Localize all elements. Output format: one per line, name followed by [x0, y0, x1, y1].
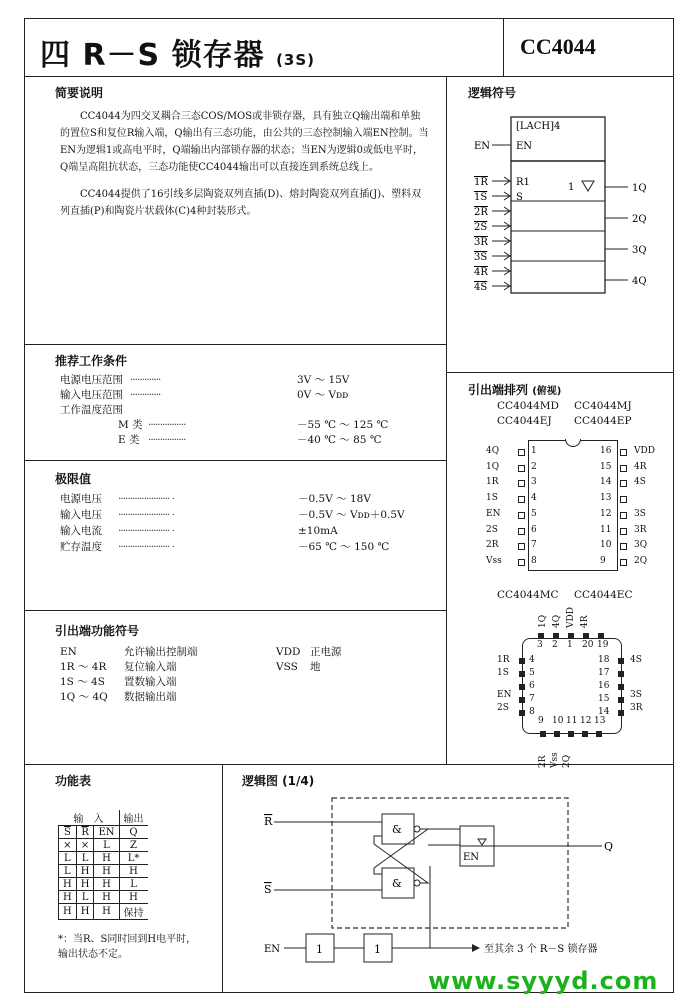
- dip-pin-name: 1R: [486, 477, 499, 488]
- condition-value: 3V ～ 15V: [297, 374, 350, 386]
- limits-heading: 极限值: [55, 472, 92, 486]
- pin-symbol: 1Q ～ 4Q: [60, 691, 108, 703]
- dot-leader: ······················ ·: [118, 509, 175, 521]
- logic-output-label: 1Q: [632, 183, 647, 194]
- logic-diagram: [250, 790, 660, 965]
- dip-pin: [620, 559, 627, 566]
- logic-input-label: 2S: [474, 222, 488, 233]
- dip-pin: [518, 559, 525, 566]
- dip-pin: [518, 528, 525, 535]
- dip-pin-name: 2R: [486, 540, 499, 551]
- condition-label: E 类: [118, 434, 140, 446]
- lcc-pin: [583, 633, 589, 639]
- dip-pin: [518, 496, 525, 503]
- r1-label: R1: [516, 177, 530, 188]
- lcc-pin: [618, 697, 624, 703]
- dot-leader: ······················ ·: [118, 525, 175, 537]
- lcc-pin-number: 17: [598, 668, 610, 678]
- lcc-pin: [519, 658, 525, 664]
- column-header: $\overline{S}$: [59, 826, 77, 839]
- lcc-pin-number: 5: [529, 668, 535, 678]
- table-header-row: [59, 826, 148, 839]
- lcc-pin-name: Vss: [550, 752, 560, 768]
- pin-description: 允许输出控制端: [124, 646, 198, 658]
- page-title: 四 R－S 锁存器 (3S): [40, 38, 316, 73]
- dip-pin-number: 8: [531, 555, 537, 566]
- table-cell: H: [94, 904, 119, 920]
- dip-pin-name: 1S: [486, 493, 498, 504]
- dip-pin-number: 6: [531, 524, 537, 535]
- table-cell: L: [76, 891, 94, 904]
- dip-pin: [620, 543, 627, 550]
- logic-input-label: 4R: [474, 267, 488, 278]
- dip-pin-name: 1Q: [486, 461, 500, 472]
- dot-leader: ······················ ·: [118, 493, 175, 505]
- pinout-heading: 引出端排列 (俯视): [468, 383, 562, 397]
- dip-pin: [620, 449, 627, 456]
- package-name: CC4044EP: [574, 415, 632, 427]
- column-header: Q: [119, 826, 148, 839]
- lcc-pin-number: 6: [529, 681, 535, 691]
- lcc-pin: [618, 684, 624, 690]
- lcc-pin: [618, 671, 624, 677]
- lcc-pin-number: 2: [552, 640, 558, 650]
- section-rule: [446, 372, 674, 373]
- table-cell: L: [59, 865, 77, 878]
- table-row: [59, 839, 148, 852]
- logic-input-label: 1R: [474, 177, 488, 188]
- lcc-pin: [596, 731, 602, 737]
- pin-description: 置数输入端: [124, 676, 177, 688]
- dip-pin-name: Vss: [486, 555, 502, 566]
- dip-pin: [518, 465, 525, 472]
- header-divider: [503, 18, 504, 76]
- table-cell: ×: [76, 839, 94, 852]
- package-name: CC4044MJ: [574, 400, 632, 412]
- lcc-pin: [519, 684, 525, 690]
- dip-pin-name: 3S: [634, 508, 646, 519]
- s-label: S: [516, 192, 523, 203]
- condition-value: 0V ～ Vᴅᴅ: [297, 389, 349, 401]
- limit-label: 输入电压: [60, 509, 102, 521]
- dip-pin-name: 2S: [486, 524, 498, 535]
- lcc-pin-number: 7: [529, 694, 535, 704]
- lcc-pin: [540, 731, 546, 737]
- pin-description: 复位输入端: [124, 661, 177, 673]
- lcc-pin-number: 1: [567, 640, 573, 650]
- package-name: CC4044EJ: [497, 415, 552, 427]
- logic-output-label: 2Q: [632, 214, 647, 225]
- column-header: $\overline{R}$: [76, 826, 94, 839]
- pin-symbol: EN: [60, 646, 77, 658]
- condition-value: －40 ℃ ～ 85 ℃: [297, 434, 382, 446]
- lcc-pin-number: 12: [580, 716, 592, 726]
- section-rule: [24, 610, 446, 611]
- lcc-pin-name: 3R: [630, 703, 643, 713]
- table-group-output: 输出: [119, 810, 148, 826]
- package-name: CC4044MD: [497, 400, 559, 412]
- dip-pin-name: 2Q: [634, 555, 648, 566]
- dip-pin-number: 16: [600, 446, 612, 456]
- dip-pin-number: 12: [600, 508, 612, 519]
- diagram-note: 至其余 3 个 R－S 锁存器: [484, 944, 598, 955]
- logic-input-label: 2R: [474, 207, 488, 218]
- lcc-pin-number: 13: [594, 716, 606, 726]
- dip-pin: [518, 449, 525, 456]
- lcc-pin: [598, 633, 604, 639]
- section-rule: [24, 460, 446, 461]
- lcc-pin-name: VDD: [566, 607, 576, 628]
- dip-pin-number: 11: [600, 524, 612, 535]
- pin-functions-heading: 引出端功能符号: [55, 624, 140, 638]
- title-suffix: (3S): [276, 51, 316, 69]
- dip-pin-name: 4S: [634, 477, 646, 488]
- condition-value: －55 ℃ ～ 125 ℃: [297, 419, 389, 431]
- lcc-pin: [582, 731, 588, 737]
- svg-text:1: 1: [374, 943, 381, 956]
- power-symbol: VDD: [276, 646, 301, 658]
- dip-pin-number: 4: [531, 493, 537, 504]
- pin-symbol: 1S ～ 4S: [60, 676, 105, 688]
- table-cell: H: [94, 891, 119, 904]
- limit-value: －0.5V ～ Vᴅᴅ＋0.5V: [298, 509, 405, 521]
- dip-pin: [620, 528, 627, 535]
- lcc-pin: [519, 697, 525, 703]
- dip-pin: [518, 512, 525, 519]
- svg-text:&: &: [392, 823, 402, 836]
- s-input-label: S: [264, 883, 272, 896]
- lcc-pin-name: EN: [497, 690, 512, 700]
- table-cell: H: [59, 878, 77, 891]
- dot-leader: ······················ ·: [118, 541, 175, 553]
- dip-pin: [620, 465, 627, 472]
- table-cell: H: [59, 891, 77, 904]
- lcc-pin-number: 8: [529, 707, 535, 717]
- lcc-pin: [554, 731, 560, 737]
- dot-leader: ················: [148, 419, 186, 431]
- condition-label: 电源电压范围: [60, 374, 123, 386]
- bottom-divider: [222, 764, 223, 993]
- dot-leader: ·············: [130, 374, 161, 386]
- q-output-label: Q: [604, 840, 614, 853]
- dip-package-body: [528, 440, 618, 571]
- description-para1: CC4044为四交叉耦合三态COS/MOS或非锁存器，具有独立Q输出端和单独的置位S和复位R输入端，Q输出有三态功能，由公共的三态控制输入端EN控制。当EN为逻辑1或高电平时，Q端输出内部锁存器的状态；当EN为逻辑0或低电平时，Q端呈高阻抗状态，三态功能使CC4044输出可以直接连到系统总线上。: [60, 111, 429, 173]
- table-row: [59, 878, 148, 891]
- dip-pin: [620, 512, 627, 519]
- r-input-label: R: [264, 815, 273, 828]
- logic-output-label: 4Q: [632, 276, 647, 287]
- dot-leader: ················: [148, 434, 186, 446]
- lcc-pin-name: 1S: [497, 668, 509, 678]
- lcc-pin-number: 4: [529, 655, 535, 665]
- function-table: [58, 810, 148, 920]
- lcc-pin-name: 2Q: [562, 754, 572, 768]
- lcc-pin: [568, 633, 574, 639]
- column-header: EN: [94, 826, 119, 839]
- logic-input-label: 4S: [474, 282, 488, 293]
- dip-pin-number: 2: [531, 461, 537, 472]
- lcc-pin-number: 10: [552, 716, 564, 726]
- condition-label: 工作温度范围: [60, 404, 123, 416]
- dip-pin-number: 5: [531, 508, 537, 519]
- table-cell: H: [94, 865, 119, 878]
- lcc-pin-number: 20: [582, 640, 594, 650]
- logic-output-label: 3Q: [632, 245, 647, 256]
- table-cell: H: [119, 891, 148, 904]
- recommended-heading: 推荐工作条件: [55, 354, 128, 368]
- dip-pin: [620, 480, 627, 487]
- lcc-pin-name: 4Q: [552, 614, 562, 628]
- lcc-pin-name: 1R: [497, 655, 510, 665]
- dip-pin: [620, 496, 627, 503]
- logic-symbol-diagram: [460, 105, 660, 300]
- lcc-pin-name: 3S: [630, 690, 642, 700]
- part-number: CC4044: [520, 34, 596, 59]
- watermark: www.syyyd.com: [428, 967, 659, 995]
- lcc-pin-number: 9: [538, 716, 544, 726]
- en-inner-label: EN: [516, 141, 533, 152]
- condition-label: M 类: [118, 419, 143, 431]
- limit-label: 贮存温度: [60, 541, 102, 553]
- lcc-pin-number: 19: [597, 640, 609, 650]
- column-divider: [446, 76, 447, 764]
- header-rule: [24, 76, 674, 77]
- limit-value: －0.5V ～ 18V: [298, 493, 371, 505]
- table-cell: L: [119, 878, 148, 891]
- dip-pin-name: 3R: [634, 524, 647, 535]
- three-state-icon: [582, 181, 594, 191]
- table-row: [59, 891, 148, 904]
- svg-text:EN: EN: [463, 852, 480, 863]
- dip-notch: [565, 439, 581, 447]
- section-rule: [24, 764, 674, 765]
- dip-pin-name: VDD: [634, 446, 655, 456]
- lcc-pin: [553, 633, 559, 639]
- dip-pin-name: EN: [486, 508, 501, 519]
- table-cell: L: [94, 839, 119, 852]
- lcc-pin-number: 3: [537, 640, 543, 650]
- limit-label: 输入电流: [60, 525, 102, 537]
- out-label: 1: [568, 182, 575, 193]
- table-cell: 保持: [119, 904, 148, 920]
- description-para2: CC4044提供了16引线多层陶瓷双列直插(D)、熔封陶瓷双列直插(J)、塑料双列直插(P)和陶瓷片状载体(C)4种封装形式。: [60, 189, 422, 217]
- table-cell: Z: [119, 839, 148, 852]
- pin-symbol: 1R ～ 4R: [60, 661, 107, 673]
- table-cell: H: [76, 904, 94, 920]
- table-row: [59, 904, 148, 920]
- dip-pin-name: 4R: [634, 461, 647, 472]
- package-name: CC4044MC: [497, 589, 559, 601]
- power-description: 正电源: [310, 646, 342, 658]
- function-table-heading: 功能表: [55, 774, 92, 788]
- table-cell: ×: [59, 839, 77, 852]
- table-cell: H: [94, 852, 119, 865]
- en-outer-label: EN: [474, 141, 491, 152]
- table-row: [59, 852, 148, 865]
- dip-pin-number: 3: [531, 477, 537, 488]
- limit-label: 电源电压: [60, 493, 102, 505]
- table-cell: H: [94, 878, 119, 891]
- lcc-pin-number: 16: [598, 681, 610, 691]
- description-heading: 简要说明: [55, 86, 104, 100]
- dip-pin-name: 3Q: [634, 540, 648, 551]
- table-row: [59, 810, 148, 826]
- lcc-pin: [618, 658, 624, 664]
- lcc-pin-number: 15: [598, 694, 610, 704]
- lcc-pin-name: 4S: [630, 655, 642, 665]
- table-group-input: 输 入: [59, 810, 120, 826]
- pin-description: 数据输出端: [124, 691, 177, 703]
- dip-pin-number: 15: [600, 461, 612, 472]
- table-row: [59, 865, 148, 878]
- lcc-pin-name: 2S: [497, 703, 509, 713]
- lcc-pin-number: 11: [566, 716, 578, 726]
- lcc-pin: [519, 710, 525, 716]
- table-cell: L*: [119, 852, 148, 865]
- svg-text:1: 1: [316, 943, 323, 956]
- lcc-pin-number: 18: [598, 655, 610, 665]
- svg-text:&: &: [392, 877, 402, 890]
- lcc-pin: [568, 731, 574, 737]
- latch-label: [LACH]4: [516, 121, 561, 132]
- package-name: CC4044EC: [574, 589, 633, 601]
- en-input-label: EN: [264, 944, 281, 955]
- logic-symbol-heading: 逻辑符号: [468, 86, 517, 100]
- dip-pin: [518, 480, 525, 487]
- dip-pin-number: 7: [531, 540, 537, 551]
- power-description: 地: [310, 661, 321, 673]
- limit-value: ±10mA: [298, 525, 338, 537]
- section-rule: [24, 344, 446, 345]
- table-cell: L: [76, 852, 94, 865]
- logic-diagram-heading: 逻辑图 (1/4): [242, 774, 315, 788]
- dip-pin-number: 10: [600, 540, 612, 551]
- logic-input-label: 1S: [474, 192, 488, 203]
- dip-pin-number: 9: [600, 555, 606, 566]
- logic-input-label: 3R: [474, 237, 488, 248]
- lcc-pin: [618, 710, 624, 716]
- table-footnote: *：当R、S同时回到H电平时，输出状态不定。: [58, 934, 197, 960]
- condition-label: 输入电压范围: [60, 389, 123, 401]
- dip-pin-number: 13: [600, 493, 612, 504]
- dip-pin-number: 1: [531, 446, 537, 456]
- dot-leader: ·············: [130, 389, 161, 401]
- dip-pin: [518, 543, 525, 550]
- table-cell: H: [76, 865, 94, 878]
- lcc-pin-name: 1Q: [538, 614, 548, 628]
- power-symbol: VSS: [276, 661, 298, 673]
- lcc-pin: [538, 633, 544, 639]
- dip-pin-name: 4Q: [486, 446, 500, 456]
- table-cell: H: [119, 865, 148, 878]
- dip-pin-number: 14: [600, 477, 612, 488]
- table-cell: H: [59, 904, 77, 920]
- logic-input-label: 3S: [474, 252, 488, 263]
- lcc-pin-name: 4R: [580, 615, 590, 628]
- table-cell: H: [76, 878, 94, 891]
- table-cell: L: [59, 852, 77, 865]
- limit-value: －65 ℃ ～ 150 ℃: [298, 541, 390, 553]
- lcc-pin: [519, 671, 525, 677]
- lcc-pin-number: 14: [598, 707, 610, 717]
- lcc-pin-name: 2R: [538, 755, 548, 768]
